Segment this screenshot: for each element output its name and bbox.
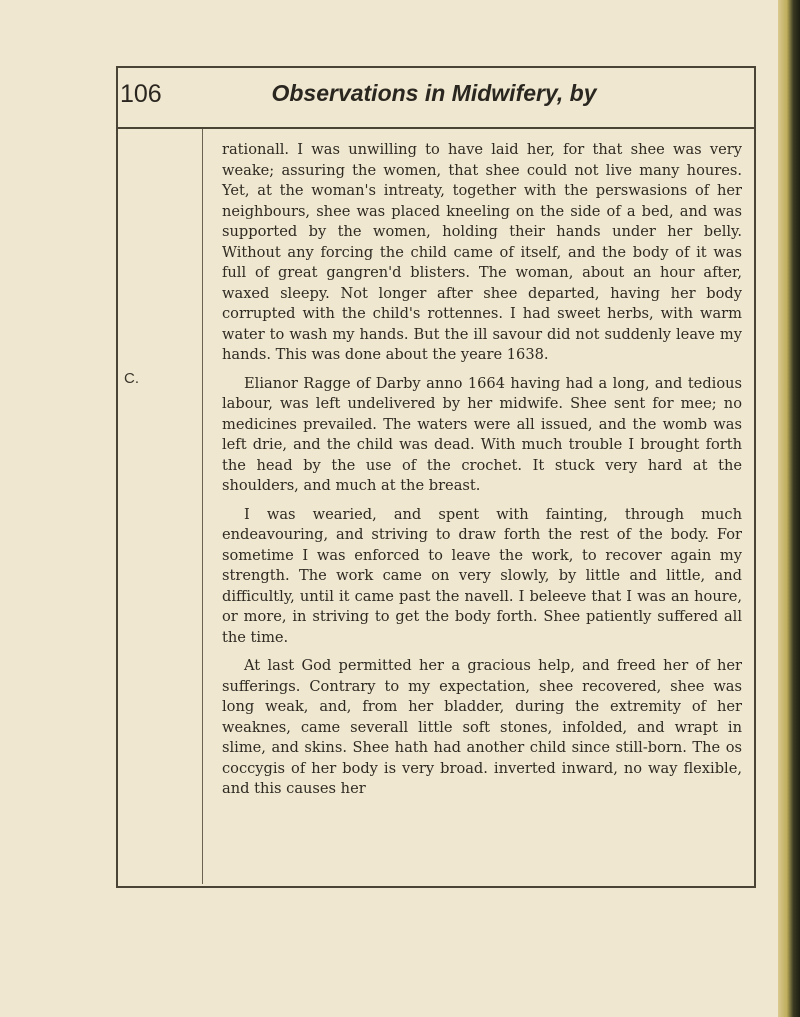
paragraph: Elianor Ragge of Darby anno 1664 having had a long, and tedious labour, was left undelivered by her midwife. Shee sent for mee; no medicines prevailed. The waters were all issued, and the womb was left drie, and the child was dead. With much trouble I brought forth the head by the use of the crochet. It stuck very hard at the shoulders, and much at the breast. bbox=[222, 374, 742, 494]
page-number: 106 bbox=[120, 80, 162, 108]
running-title: Observations in Midwifery, by bbox=[271, 80, 597, 106]
body-text bbox=[222, 140, 742, 808]
header-rule bbox=[116, 127, 756, 129]
paragraph: I was wearied, and spent with fainting, through much endeavouring, and striving to draw forth the rest of the body. For sometime I was enforced to leave the work, to recover again my strength. The work came on very slowly, by little and little, and difficultly, until it came past the navell. I beleeve that I was an houre, or more, in striving to get the body forth. Shee patiently suffered all the time. bbox=[222, 505, 742, 646]
margin-note: C. bbox=[124, 370, 139, 387]
paragraph: At last God permitted her a gracious help, and freed her of her sufferings. Contrary to my expectation, shee recovered, shee was long weak, and, from her bladder, during the extremity of her weaknes, came severall little soft stones, infolded, and wrapt in slime, and skins. Shee hath had another child since still-born. The os coccygis of her body is very broad. inverted inward, no way flexible, and this causes her bbox=[222, 657, 742, 797]
page-edge-shadow bbox=[778, 0, 800, 1017]
page-header bbox=[116, 66, 752, 126]
margin-rule bbox=[202, 129, 203, 884]
paragraph: rationall. I was unwilling to have laid her, for that shee was very weake; assuring the women, that shee could not live many houres. Yet, at the woman's intreaty, together with the perswasions of her neighbours, shee was placed kneeling on the side of a bed, and was supported by the women, holding their hands under her belly. Without any forcing the child came of itself, and the body of it was full of great gangren'd blisters. The woman, about an hour after, waxed sleepy. Not longer after shee departed, having her body corrupted with the child's rottennes. I had sweet herbs, with warm water to wash my hands. But the ill savour did not suddenly leave my hands. This was done about the yeare 1638. bbox=[222, 141, 742, 363]
